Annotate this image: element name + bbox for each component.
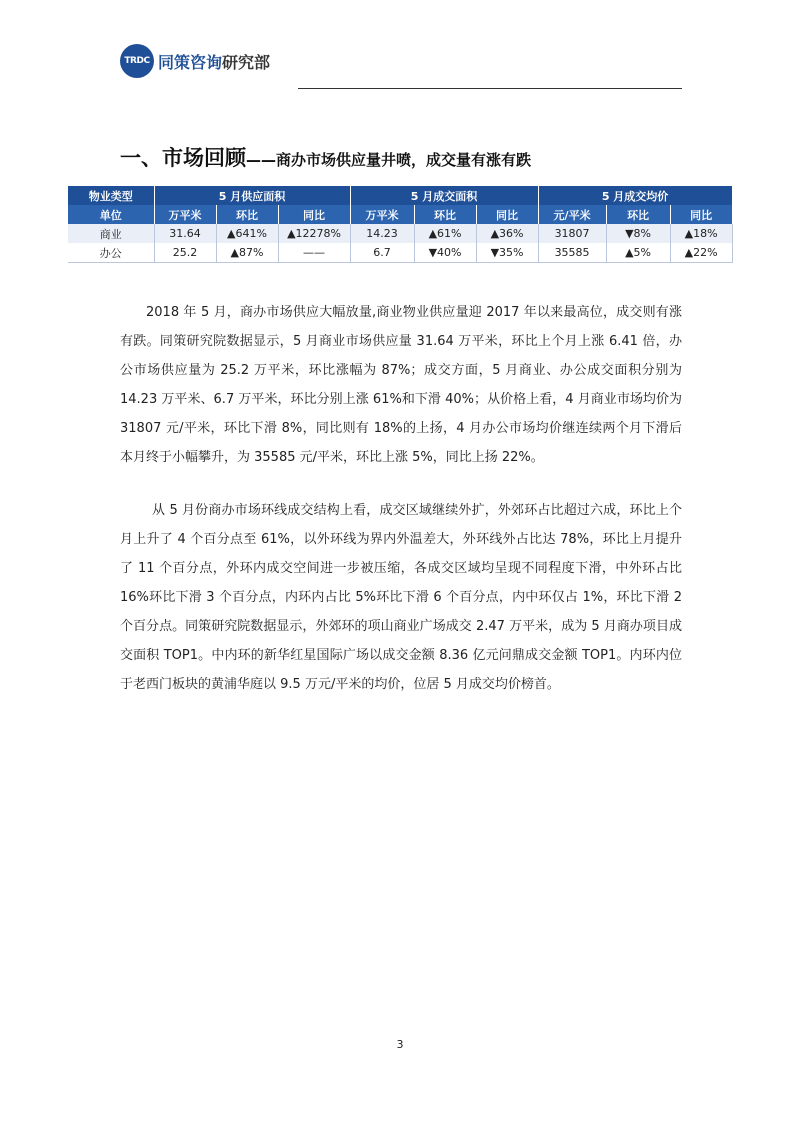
table-cell: 6.7 xyxy=(350,243,414,263)
logo-text xyxy=(158,50,270,73)
table-cell: ▲5% xyxy=(606,243,670,263)
table-cell: —— xyxy=(278,243,350,263)
unit-header: 元/平米 xyxy=(538,205,606,224)
table-header-row xyxy=(68,186,732,205)
table-row xyxy=(68,224,732,243)
unit-header: 环比 xyxy=(606,205,670,224)
table-cell: 31.64 xyxy=(154,224,216,243)
section-subtitle: ——商办市场供应量井喷，成交量有涨有跌 xyxy=(246,151,532,169)
table-cell: 31807 xyxy=(538,224,606,243)
table-cell: 14.23 xyxy=(350,224,414,243)
body-paragraph-2: 从 5 月份商办市场环线成交结构上看，成交区域继续外扩，外郊环占比超过六成，环比上个月上升了 4 个百分点至 61%，以外环线为界内外温差大，外环线外占比达 78%，环比上月提升了 11 个百分点，外环内成交空间进一步被压缩，各成交区域均呈现不同程度下滑，中外环占比 16%环比下滑 3 个百分点，内环内占比 5%环比下滑 6 个百分点，内中环仅占 1%，环比下滑 2 个百分点。同策研究院数据显示，外郊环的项山商业广场成交 2.47 万平米，成为 5 月商办项目成交面积 TOP1。中内环的新华红星国际广场以成交金额 8.36 亿元问鼎成交金额 TOP1。内环内位于老西门板块的黄浦华庭以 9.5 万元/平米的均价，位居 5 月成交均价榜首。 xyxy=(120,503,682,692)
table-cell: ▲36% xyxy=(476,224,538,243)
unit-header: 环比 xyxy=(216,205,278,224)
page-header xyxy=(0,0,800,100)
table-unit-row xyxy=(68,205,732,224)
table-row xyxy=(68,243,732,263)
table-cell: ▲61% xyxy=(414,224,476,243)
header-deal-area: 5 月成交面积 xyxy=(350,186,538,205)
header-deal-price: 5 月成交均价 xyxy=(538,186,732,205)
table-cell: ▼35% xyxy=(476,243,538,263)
row-type: 办公 xyxy=(68,243,154,263)
table-cell: ▲641% xyxy=(216,224,278,243)
brand-name: 同策咨询 xyxy=(158,52,223,72)
unit-header: 同比 xyxy=(476,205,538,224)
table-cell: ▼8% xyxy=(606,224,670,243)
unit-header: 同比 xyxy=(670,205,732,224)
table-cell: ▼40% xyxy=(414,243,476,263)
row-type: 商业 xyxy=(68,224,154,243)
table-cell: ▲12278% xyxy=(278,224,350,243)
table-cell: ▲87% xyxy=(216,243,278,263)
table-cell: 35585 xyxy=(538,243,606,263)
header-divider xyxy=(298,88,682,89)
unit-header: 环比 xyxy=(414,205,476,224)
table-cell: ▲18% xyxy=(670,224,732,243)
unit-header: 同比 xyxy=(278,205,350,224)
section-title: 一、市场回顾 xyxy=(120,146,246,170)
market-data-table xyxy=(68,186,733,263)
dept-name: 研究部 xyxy=(222,52,271,72)
company-logo xyxy=(120,44,270,78)
section-heading xyxy=(120,142,531,172)
unit-header: 单位 xyxy=(68,205,154,224)
table-cell: 25.2 xyxy=(154,243,216,263)
page-number: 3 xyxy=(396,1038,404,1051)
unit-header: 万平米 xyxy=(350,205,414,224)
logo-mark: TRDC xyxy=(120,44,154,78)
header-supply: 5 月供应面积 xyxy=(154,186,350,205)
header-type: 物业类型 xyxy=(68,186,154,205)
unit-header: 万平米 xyxy=(154,205,216,224)
table-cell: ▲22% xyxy=(670,243,732,263)
body-paragraph-1: 2018 年 5 月，商办市场供应大幅放量,商业物业供应量迎 2017 年以来最高位，成交则有涨有跌。同策研究院数据显示，5 月商业市场供应量 31.64 万平米，环比上个月上涨 6.41 倍，办公市场供应量为 25.2 万平米，环比涨幅为 87%；成交方面，5 月商业、办公成交面积分别为 14.23 万平米、6.7 万平米，环比分别上涨 61%和下滑 40%；从价格上看，4 月商业市场均价为 31807 元/平米，环比下滑 8%，同比则有 18%的上扬，4 月办公市场均价继连续两个月下滑后本月终于小幅攀升，为 35585 元/平米，环比上涨 5%，同比上扬 22%。 xyxy=(120,305,682,465)
